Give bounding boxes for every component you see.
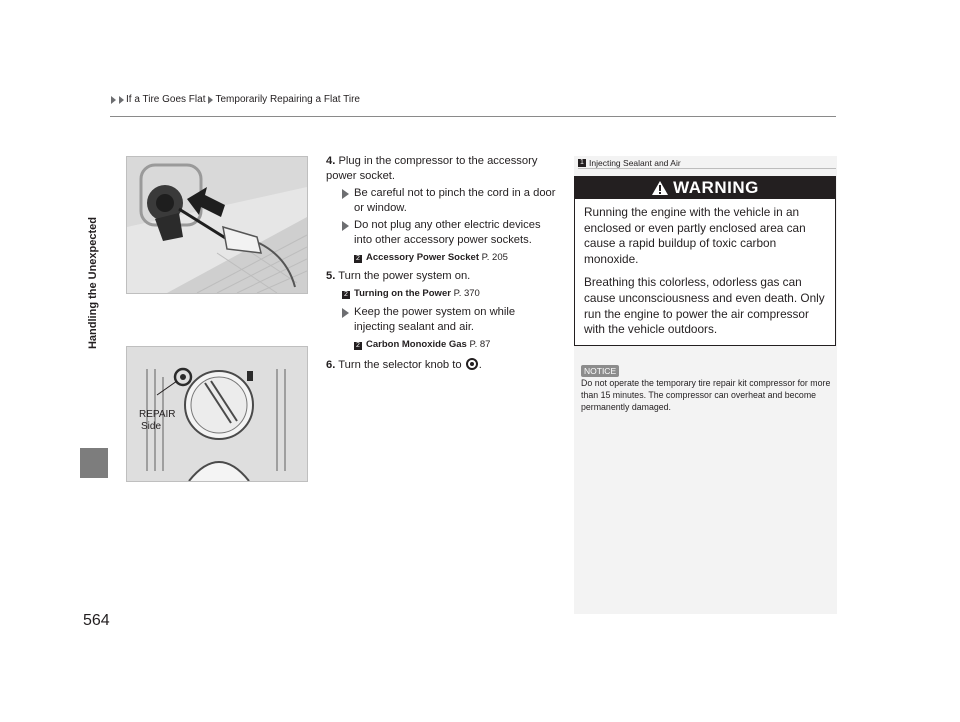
- warning-triangle-icon: [651, 180, 669, 196]
- notice-text: Do not operate the temporary tire repair kit compressor for more than 15 minutes. The compressor can overheat and become permanently damaged.: [581, 378, 831, 413]
- chapter-tab-text: Handling the Unexpected: [87, 216, 99, 350]
- tire-sealant-icon: [465, 358, 479, 370]
- reference-arrow-icon: 2: [354, 342, 362, 350]
- warning-header: [575, 177, 835, 199]
- step-text: Turn the power system on.: [338, 270, 471, 282]
- breadcrumb-arrow-icon: [111, 96, 116, 104]
- cross-reference-link[interactable]: [326, 250, 558, 265]
- reference-title: Accessory Power Socket: [366, 252, 480, 263]
- page-number: 564: [83, 612, 110, 629]
- reference-arrow-icon: 2: [342, 291, 350, 299]
- warning-label: WARNING: [673, 178, 759, 197]
- breadcrumb-item[interactable]: Temporarily Repairing a Flat Tire: [215, 94, 360, 105]
- instruction-steps: [326, 154, 558, 373]
- note-text: Be careful not to pinch the cord in a door or window.: [354, 187, 556, 214]
- reference-arrow-icon: 2: [354, 255, 362, 263]
- repair-label-line1: REPAIR: [139, 409, 176, 420]
- bullet-arrow-icon: [342, 189, 349, 199]
- reference-page: P. 205: [481, 252, 508, 263]
- warning-paragraph-2: Breathing this colorless, odorless gas can cause unconsciousness and even death. Only run the engine to power the air compressor with the vehicle outdoors.: [584, 275, 825, 337]
- bullet-arrow-icon: [342, 308, 349, 318]
- breadcrumb-arrow-icon: [208, 96, 213, 104]
- warning-paragraph-1: Running the engine with the vehicle in an enclosed or even partly enclosed area can cause a rapid buildup of toxic carbon monoxide.: [584, 205, 806, 266]
- step-4-note-2: [326, 218, 558, 248]
- notice-badge: NOTICE: [581, 365, 619, 377]
- reference-page: P. 87: [469, 339, 491, 350]
- step-text-end: .: [478, 359, 482, 371]
- breadcrumb-item[interactable]: If a Tire Goes Flat: [126, 94, 206, 105]
- socket-illustration: [126, 156, 308, 294]
- reference-title: Carbon Monoxide Gas: [366, 339, 467, 350]
- reference-arrow-icon: 1: [578, 159, 586, 167]
- step-5: [326, 269, 558, 284]
- reference-page: P. 370: [453, 288, 480, 299]
- cross-reference-link[interactable]: [326, 286, 558, 301]
- step-text: Turn the selector knob to: [338, 359, 462, 371]
- selector-knob-illustration: [126, 346, 308, 482]
- header-divider: [110, 116, 836, 117]
- breadcrumb: [110, 94, 360, 105]
- step-4: [326, 154, 558, 184]
- step-6: [326, 358, 558, 373]
- reference-title: Turning on the Power: [354, 288, 451, 299]
- sidebar-divider: [578, 168, 836, 169]
- step-4-note-1: [326, 186, 558, 216]
- step-5-note-1: [326, 305, 558, 335]
- repair-label-line2: Side: [141, 421, 162, 432]
- sidebar-title: [578, 158, 681, 168]
- step-number: 5.: [326, 270, 336, 282]
- knob-drawing: [127, 347, 307, 481]
- step-number: 6.: [326, 359, 336, 371]
- chapter-tab-label: [86, 118, 100, 448]
- sidebar-title-text: Injecting Sealant and Air: [589, 158, 681, 168]
- bullet-arrow-icon: [342, 221, 349, 231]
- step-number: 4.: [326, 155, 336, 167]
- step-text: Plug in the compressor to the accessory power socket.: [326, 155, 538, 182]
- socket-drawing: [127, 157, 307, 293]
- note-text: Keep the power system on while injecting sealant and air.: [354, 306, 516, 333]
- note-text: Do not plug any other electric devices into other accessory power sockets.: [354, 219, 541, 246]
- cross-reference-link[interactable]: [326, 337, 558, 352]
- warning-text: [584, 205, 832, 346]
- breadcrumb-arrow-icon: [119, 96, 124, 104]
- chapter-tab-marker[interactable]: [80, 448, 108, 478]
